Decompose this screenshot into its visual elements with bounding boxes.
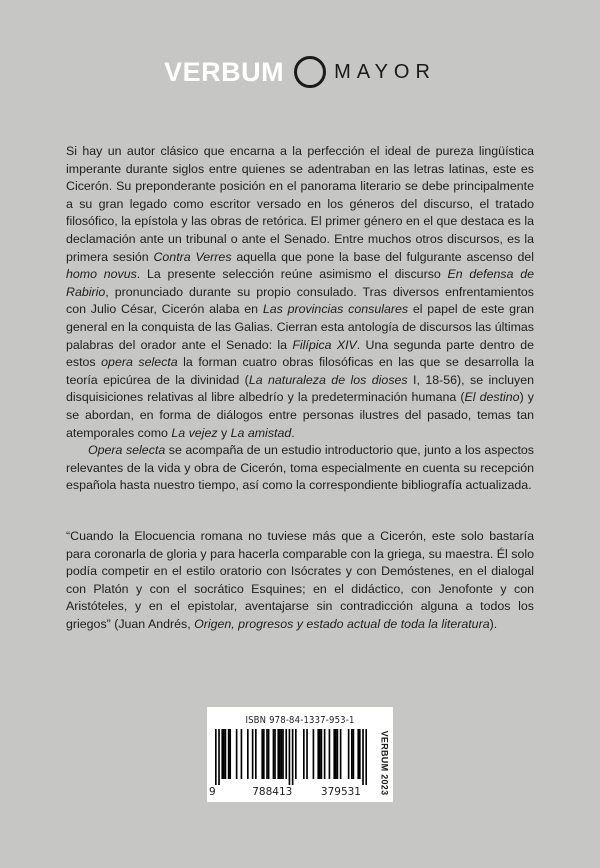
logo-circle-icon [294,56,326,88]
logo-word-mayor: MAYOR [334,60,436,83]
barcode-bar [221,729,223,779]
barcode-bar [236,729,238,779]
blurb-paragraph-2 [66,442,534,495]
barcode-bar [321,729,323,779]
italic-title-run: En defensa de Rabirio [66,267,534,299]
barcode-bar [247,729,249,779]
barcode-digit-left: 788413 [252,786,293,798]
barcode-bar [268,729,270,779]
barcode-bar [329,729,331,779]
barcode-bar [313,729,315,779]
barcode-digits [209,786,367,798]
italic-title-run: La vejez [171,425,218,440]
barcode-bar [285,729,287,779]
italic-title-run: homo novus [66,267,137,282]
quote-block [66,528,534,634]
barcode-bar [306,729,308,779]
text-run: la forman cuatro obras filosóficas en las que se desarrolla la teoría epicúrea de la divinidad ( [66,355,534,387]
isbn-barcode-box [207,707,393,802]
italic-title-run: Contra Verres [153,249,232,264]
publisher-logo [0,56,600,88]
barcode-bar [317,729,319,779]
text-run: el papel de este gran general en la conquista de las Galias. Cierran esta antología de discursos las últimas palabras del orador ante el Senado: la [66,302,534,352]
barcode-bar [252,729,254,779]
barcode-bar [348,729,350,779]
barcode-bar [351,729,353,779]
barcode-bar [303,729,305,779]
italic-title-run: Opera selecta [88,443,166,458]
barcode-bar [215,729,217,785]
italic-title-run: La amistad [230,425,292,440]
barcode-bar [333,729,335,779]
blurb-paragraph-1 [66,143,534,442]
barcode-bar [340,729,342,779]
text-run: ). [489,616,498,631]
quote-paragraph [66,528,534,634]
barcode-bar [261,729,263,779]
italic-title-run: opera selecta [101,355,178,370]
barcode-bar [292,729,294,785]
text-run: . La presente selección reúne asimismo el discurso [136,267,448,282]
text-run: Si hay un autor clásico que encarna a la perfección el ideal de pureza lingüística imperante durante siglos entre quienes se adentraban en las letras latinas, este es Cicerón. Su preponderante posición en el panorama literario se debe principalmente a su gran legado como escritor versado en los géneros del discurso, el tratado filosófico, la epístola y las obras de retórica. El primer género en el que destaca es la declamación ante un tribunal o ante el Senado. Entre muchos otros discursos, es la primera sesión [66,144,534,264]
text-run: aquella que pone la base del fulgurante ascenso del [231,249,535,264]
text-run: , pronunciado durante su propio consulado. Tras diversos enfrentamientos con Julio César, Cicerón alaba en [66,284,534,317]
barcode-bar [279,729,281,779]
italic-title-run: La naturaleza de los dioses [248,372,408,387]
text-run: I, 18-56), se incluyen disquisiciones relativas al libre albedrío y la predeterminación humana ( [66,372,535,405]
barcode-bar [229,729,231,779]
barcode-bar [365,729,367,785]
barcode-bar [359,729,361,779]
barcode-bar [223,729,225,779]
text-run: y [217,425,231,440]
barcode-bar [263,729,265,779]
barcode-bar [295,729,297,779]
barcode-bar [255,729,257,779]
text-run: se acompaña de un estudio introductorio que, junto a los aspectos relevantes de la vida y obra de Cicerón, toma especialmente en cuenta su recepción española hasta nuestro tiempo, así como la correspondiente bibliografía actualizada. [66,443,534,493]
barcode-digit-prefix: 9 [209,786,216,798]
barcode-bar [337,729,339,779]
text-run: . [291,425,295,440]
italic-title-run: Origen, progresos y estado actual de toda la literatura [194,616,490,631]
barcode-bar [362,729,364,785]
blurb-text [66,143,534,495]
italic-title-run: El destino [464,390,520,405]
italic-title-run: Filípica XIV [292,337,357,352]
barcode-bars [215,729,367,785]
barcode-bar [274,729,276,779]
barcode-bar [266,729,268,779]
text-run: ) y se abordan, en forma de diálogos entre personas ilustres del pasado, temas tan atemporales como [66,390,534,440]
italic-title-run: Las provincias consulares [262,302,409,317]
barcode-bar [324,729,326,779]
isbn-label: ISBN 978-84-1337-953-1 [245,715,355,726]
imprint-label [377,729,391,797]
barcode-bar [218,729,220,785]
barcode-bar [225,729,227,779]
barcode-bar [241,729,243,779]
text-run: . Una segunda parte dentro de estos [66,337,534,370]
barcode-bar [228,729,230,779]
barcode-digit-right: 379531 [320,786,361,798]
barcode-bar [335,729,337,779]
logo-word-verbum: VERBUM [164,56,285,87]
barcode-bar [282,729,284,779]
barcode-bar [273,729,275,779]
barcode-bar [319,729,321,779]
barcode-bar [353,729,355,779]
imprint-text: VERBUM 2023 [379,730,390,796]
text-run: “Cuando la Elocuencia romana no tuviese más que a Cicerón, este solo bastaría para coronarla de gloria y para hacerla comparable con la griega, su maestra. Él solo podía competir en el estilo oratorio con Isócrates y con Demóstenes, en el dialogal con Platón y con el socrático Esquines; en el didáctico, con Jenofonte y con Aristóteles, y en el epistolar, aventajarse sin contradicción alguna a todos los griegos” (Juan Andrés, [66,529,534,631]
barcode-bar [281,729,283,779]
barcode-bar [289,729,291,785]
barcode-bar [357,729,359,779]
barcode-bar [277,729,279,779]
